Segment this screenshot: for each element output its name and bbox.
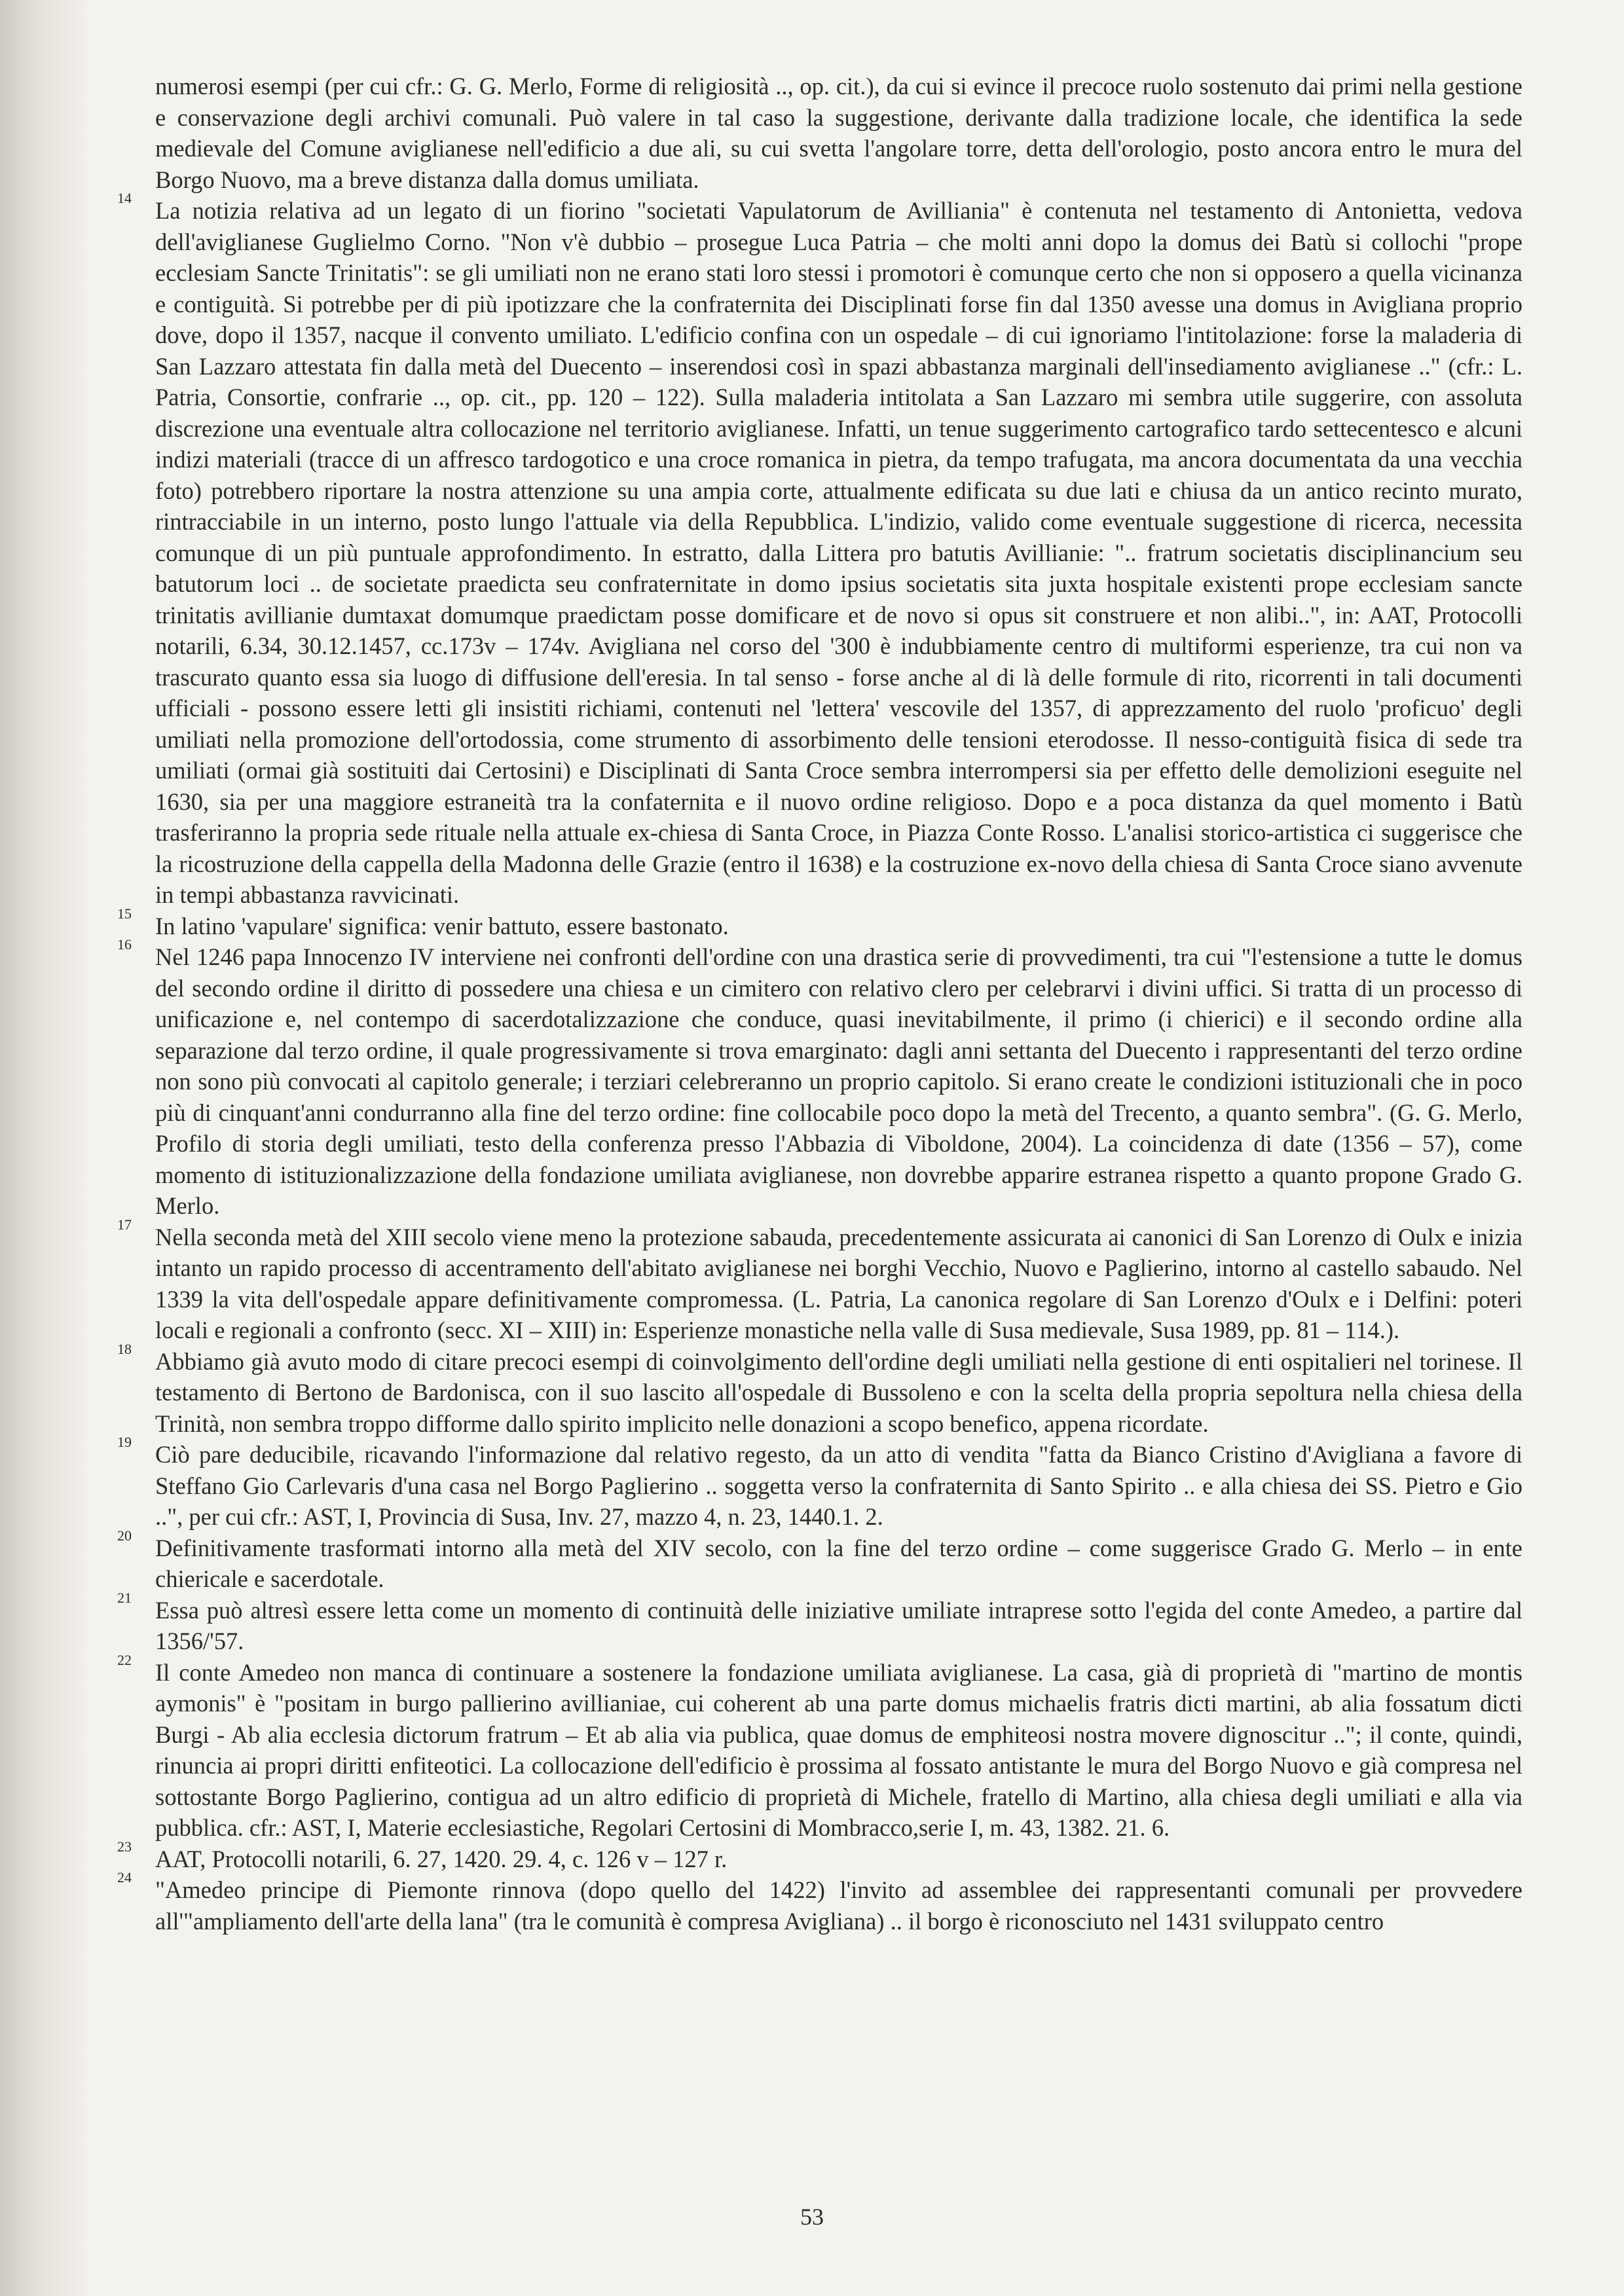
footnotes-body [117,71,1522,1937]
footnote-number: 21 [117,1589,132,1606]
footnote-17 [117,1216,1522,1346]
footnote-16 [117,936,1522,1222]
footnote-number: 16 [117,936,132,953]
footnote-text: La notizia relativa ad un legato di un fiorino "societati Vapulatorum de Avilliania" è contenuta nel testamento di Antonietta, vedova dell'aviglianese Guglielmo Corno. "Non v'è dubbio – prosegue Luca Patria – che molti anni dopo la domus dei Batù si collochi "prope ecclesiam Sancte Trinitatis": se gli umiliati non ne erano stati loro stessi i promotori è comunque certo che non si opposero a quella vicinanza e contiguità. Si potrebbe per di più ipotizzare che la confraternita dei Disciplinati forse fin dal 1350 avesse una domus in Avigliana proprio dove, dopo il 1357, nacque il convento umiliato. L'edificio confina con un ospedale – di cui ignoriamo l'intitolazione: forse la maladeria di San Lazzaro attestata fin dalla metà del Duecento – inserendosi così in spazi abbastanza marginali dell'insediamento aviglianese .." (cfr.: L. Patria, Consortie, confrarie .., op. cit., pp. 120 – 122). Sulla maladeria intitolata a San Lazzaro mi sembra utile suggerire, con assoluta discrezione una eventuale altra collocazione nel territorio aviglianese. Infatti, un tenue suggerimento cartografico tardo settecentesco e alcuni indizi materiali (tracce di un affresco tardogotico e una croce romanica in pietra, da tempo trafugata, ma ancora documentata da una vecchia foto) potrebbero riportare la nostra attenzione su una ampia corte, attualmente edificata su due lati e chiusa da un antico recinto murato, rintracciabile in un interno, posto lungo l'attuale via della Repubblica. L'indizio, valido come eventuale suggestione di ricerca, necessita comunque di un più puntuale approfondimento. In estratto, dalla Littera pro batutis Avillianie: ".. fratrum societatis disciplinancium seu batutorum loci .. de societate praedicta seu confraternitate in domo ipsius societatis sita juxta hospitale existenti prope ecclesiam sancte trinitatis avillianie dumtaxat domumque praedictam posse domificare et de novo si opus sit construere et non alibi..", in: AAT, Protocolli notarili, 6.34, 30.12.1457, cc.173v – 174v. Avigliana nel corso del '300 è indubbiamente centro di multiformi esperienze, tra cui non va trascurato quanto essa sia luogo di diffusione dell'eresia. In tal senso - forse anche al di là delle formule di rito, ricorrenti in tali documenti ufficiali - possono essere letti gli insistiti richiami, contenuti nel 'lettera' vescovile del 1357, di apprezzamento del ruolo 'proficuo' degli umiliati nella promozione dell'ortodossia, come strumento di assorbimento delle tensioni eterodosse. Il nesso-contiguità fisica di sede tra umiliati (ormai già sostituiti dai Certosini) e Disciplinati di Santa Croce sembra interrompersi sia per effetto delle demolizioni eseguite nel 1630, sia per una maggiore estraneità tra la confaternita e il nuovo ordine religioso. Dopo e a poca distanza da quel momento i Batù trasferiranno la propria sede rituale nella attuale ex-chiesa di Santa Croce, in Piazza Conte Rosso. L'analisi storico-artistica ci suggerisce che la ricostruzione della cappella della Madonna delle Grazie (entro il 1638) e la costruzione ex-novo della chiesa di Santa Croce siano avvenute in tempi abbastanza ravvicinati. [155,197,1522,908]
footnote-number: 22 [117,1651,132,1668]
footnote-text: Il conte Amedeo non manca di continuare a sostenere la fondazione umiliata aviglianese. La casa, già di proprietà di "martino de montis aymonis" è "positam in burgo pallierino avillianiae, cui coherent ab una parte domus michaelis fratris dicti martini, ab alia fossatum dicti Burgi - Ab alia ecclesia dictorum fratrum – Et ab alia via publica, quae domus de emphiteosi nostra movere dignoscitur .."; il conte, quindi, rinuncia ai propri diritti enfiteotici. La collocazione dell'edificio è prossima al fossato antistante le mura del Borgo Nuovo e già compresa nel sottostante Borgo Paglierino, contigua ad un altro edificio di proprietà di Michele, fratello di Martino, alla chiesa degli umiliati e alla via pubblica. cfr.: AST, I, Materie ecclesiastiche, Regolari Certosini di Mombracco,serie I, m. 43, 1382. 21. 6. [155,1658,1522,1841]
footnote-text: numerosi esempi (per cui cfr.: G. G. Merlo, Forme di religiosità .., op. cit.), da cui si evince il precoce ruolo sostenuto dai primi nella gestione e conservazione degli archivi comunali. Può valere in tal caso la suggestione, derivante dalla tradizione locale, che identifica la sede medievale del Comune aviglianese nell'edificio a due ali, su cui svetta l'angolare torre, detta dell'orologio, posto ancora entro le mura del Borgo Nuovo, ma a breve distanza dalla domus umiliata. [155,73,1522,193]
footnote-13-continuation [134,71,1522,195]
footnote-number: 17 [117,1216,132,1233]
binding-gutter-shadow [0,0,92,2296]
footnote-number: 24 [117,1869,132,1886]
page-number: 53 [800,2204,824,2230]
footnote-text: In latino 'vapulare' significa: venir battuto, essere bastonato. [155,912,729,939]
footnote-number: 18 [117,1340,132,1357]
footnote-text: Nella seconda metà del XIII secolo viene meno la protezione sabauda, precedentemente assicurata ai canonici di San Lorenzo di Oulx e inizia intanto un rapido processo di accentramento dell'abitato aviglianese nei borghi Vecchio, Nuovo e Paglierino, intorno al castello sabaudo. Nel 1339 la vita dell'ospedale appare definitivamente compromessa. (L. Patria, La canonica regolare di San Lorenzo d'Oulx e i Delfini: poteri locali e regionali a confronto (secc. XI – XIII) in: Esperienze monastiche nella valle di Susa medievale, Susa 1989, pp. 81 – 114.). [155,1223,1522,1343]
footnote-number: 20 [117,1527,132,1544]
footnote-text: "Amedeo principe di Piemonte rinnova (dopo quello del 1422) l'invito ad assemblee dei rappresentanti comunali per provvedere all'"ampliamento dell'arte della lana" (tra le comunità è compresa Avigliana) .. il borgo è riconosciuto nel 1431 sviluppato centro [155,1876,1522,1935]
footnote-text: AAT, Protocolli notarili, 6. 27, 1420. 29. 4, c. 126 v – 127 r. [155,1845,728,1872]
footnote-22 [117,1651,1522,1844]
footnote-14 [117,190,1522,911]
footnote-text: Ciò pare deducibile, ricavando l'informazione dal relativo regesto, da un atto di vendita "fatta da Bianco Cristino d'Avigliana a favore di Steffano Gio Carlevaris d'una casa nel Borgo Paglierino .. soggetta verso la confraternita di Santo Spirito .. e alla chiesa dei SS. Pietro e Gio ..", per cui cfr.: AST, I, Provincia di Susa, Inv. 27, mazzo 4, n. 23, 1440.1. 2. [155,1441,1522,1530]
footnote-text: Nel 1246 papa Innocenzo IV interviene nei confronti dell'ordine con una drastica serie di provvedimenti, tra cui "l'estensione a tutte le domus del secondo ordine il diritto di possedere una chiesa e un cimitero con relativo clero per celebrarvi i divini uffici. Si tratta di un processo di unificazione e, nel contempo di sacerdotalizzazione che conduce, quasi inevitabilmente, il primo (i chierici) e il secondo ordine alla separazione dal terzo ordine, il quale progressivamente si trova emarginato: dagli anni settanta del Duecento i rappresentanti del terzo ordine non sono più convocati al capitolo generale; i terziari celebreranno un proprio capitolo. Si erano create le condizioni istituzionali che in poco più di cinquant'anni condurranno alla fine del terzo ordine: fine collocabile poco dopo la metà del Trecento, a quanto sembra". (G. G. Merlo, Profilo di storia degli umiliati, testo della conferenza presso l'Abbazia di Viboldone, 2004). La coincidenza di date (1356 – 57), come momento di istituzionalizzazione della fondazione umiliata aviglianese, non dovrebbe apparire estranea rispetto a quanto propone Grado G. Merlo. [155,943,1522,1219]
footnote-text: Definitivamente trasformati intorno alla metà del XIV secolo, con la fine del terzo ordine – come suggerisce Grado G. Merlo – in ente chiericale e sacerdotale. [155,1534,1522,1592]
footnote-18 [117,1340,1522,1440]
footnote-text: Abbiamo già avuto modo di citare precoci esempi di coinvolgimento dell'ordine degli umiliati nella gestione di enti ospitalieri nel torinese. Il testamento di Bertono de Bardonisca, con il suo lascito all'ospedale di Bussoleno e con la scelta della propria sepoltura nella chiesa della Trinità, non sembra troppo difforme dallo spirito implicito nelle donazioni a scopo benefico, appena ricordate. [155,1347,1522,1437]
footnote-19 [117,1434,1522,1533]
footnote-text: Essa può altresì essere letta come un momento di continuità delle iniziative umiliate intraprese sotto l'egida del conte Amedeo, a partire dal 1356/'57. [155,1596,1522,1654]
footnote-23 [117,1838,1522,1875]
footnote-number: 23 [117,1838,132,1855]
footnote-20 [117,1527,1522,1595]
footnote-24 [117,1869,1522,1937]
footnote-15 [117,905,1522,942]
footnote-number: 14 [117,190,132,206]
footnote-number: 19 [117,1434,132,1450]
footnote-number: 15 [117,905,132,922]
footnote-21 [117,1589,1522,1657]
